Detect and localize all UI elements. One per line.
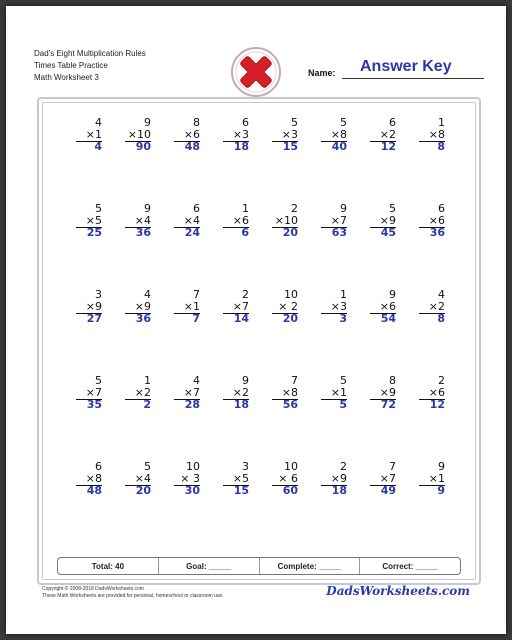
multiplicand: 5 xyxy=(95,202,102,215)
problem xyxy=(112,289,161,375)
multiplicand: 9 xyxy=(389,288,396,301)
multiplier: ×8 xyxy=(272,387,298,400)
score-complete: Complete: _____ xyxy=(259,558,360,574)
multiplicand: 7 xyxy=(389,460,396,473)
multiplicand: 5 xyxy=(389,202,396,215)
problem xyxy=(308,203,357,289)
problem xyxy=(161,203,210,289)
multiplicand: 4 xyxy=(95,116,102,129)
multiplicand: 5 xyxy=(340,116,347,129)
answer-key-label: Answer Key xyxy=(360,58,452,75)
multiplicand: 9 xyxy=(144,116,151,129)
problem xyxy=(210,289,259,375)
worksheet-title-block xyxy=(34,48,146,84)
multiplier: ×3 xyxy=(272,129,298,142)
title-line-3: Math Worksheet 3 xyxy=(34,73,99,82)
answer: 8 xyxy=(437,140,445,153)
multiplier: × 6 xyxy=(272,473,298,486)
multiplier: ×2 xyxy=(125,387,151,400)
multiplier: ×2 xyxy=(419,301,445,314)
multiplier: ×6 xyxy=(223,215,249,228)
answer: 2 xyxy=(143,398,151,411)
multiplicand: 4 xyxy=(144,288,151,301)
answer: 12 xyxy=(380,140,396,153)
multiplicand: 2 xyxy=(340,460,347,473)
multiplier: ×5 xyxy=(76,215,102,228)
multiplier: ×7 xyxy=(321,215,347,228)
problem xyxy=(112,203,161,289)
problem xyxy=(259,375,308,461)
multiplicand: 8 xyxy=(193,116,200,129)
problem xyxy=(406,117,455,203)
problem xyxy=(357,203,406,289)
problem xyxy=(161,375,210,461)
multiplicand: 6 xyxy=(193,202,200,215)
problem xyxy=(63,461,112,547)
answer: 8 xyxy=(437,312,445,325)
problem xyxy=(406,375,455,461)
answer: 48 xyxy=(184,140,200,153)
multiplicand: 1 xyxy=(242,202,249,215)
answer: 5 xyxy=(339,398,347,411)
answer: 63 xyxy=(331,226,347,239)
problem xyxy=(357,375,406,461)
problem xyxy=(357,289,406,375)
name-underline xyxy=(342,78,484,79)
problem xyxy=(210,117,259,203)
answer: 7 xyxy=(192,312,200,325)
score-bar xyxy=(57,557,461,575)
answer: 20 xyxy=(282,226,298,239)
answer: 27 xyxy=(86,312,102,325)
problem xyxy=(161,117,210,203)
name-label: Name: xyxy=(308,68,336,78)
problem xyxy=(357,117,406,203)
answer: 30 xyxy=(184,484,200,497)
answer: 36 xyxy=(429,226,445,239)
answer: 9 xyxy=(437,484,445,497)
problem xyxy=(63,117,112,203)
answer: 18 xyxy=(233,140,249,153)
multiplier: ×9 xyxy=(76,301,102,314)
multiplier: ×1 xyxy=(321,387,347,400)
multiplier: ×7 xyxy=(223,301,249,314)
multiplicand: 9 xyxy=(144,202,151,215)
problems-grid xyxy=(63,117,455,547)
multiplicand: 5 xyxy=(291,116,298,129)
answer: 56 xyxy=(282,398,298,411)
answer: 48 xyxy=(86,484,102,497)
problem xyxy=(357,461,406,547)
multiplicand: 8 xyxy=(389,374,396,387)
score-total: Total: 40 xyxy=(91,561,125,571)
multiplicand: 10 xyxy=(284,460,298,473)
problem xyxy=(259,117,308,203)
multiplier: ×4 xyxy=(125,215,151,228)
title-line-2: Times Table Practice xyxy=(34,61,108,70)
problem xyxy=(259,203,308,289)
problem xyxy=(406,203,455,289)
problem xyxy=(308,375,357,461)
answer: 45 xyxy=(380,226,396,239)
multiplier: ×7 xyxy=(76,387,102,400)
multiplicand: 4 xyxy=(438,288,445,301)
answer: 18 xyxy=(331,484,347,497)
multiplicand: 6 xyxy=(95,460,102,473)
multiplier: ×1 xyxy=(174,301,200,314)
answer: 90 xyxy=(135,140,151,153)
multiplicand: 2 xyxy=(438,374,445,387)
multiplier: ×1 xyxy=(419,473,445,486)
multiplicand: 4 xyxy=(193,374,200,387)
answer: 12 xyxy=(429,398,445,411)
answer: 36 xyxy=(135,226,151,239)
multiplier: ×2 xyxy=(370,129,396,142)
problem xyxy=(63,375,112,461)
multiplicand: 7 xyxy=(291,374,298,387)
red-x-icon xyxy=(230,46,282,98)
answer: 6 xyxy=(241,226,249,239)
answer: 60 xyxy=(282,484,298,497)
problem xyxy=(112,461,161,547)
multiplier: ×6 xyxy=(370,301,396,314)
problem xyxy=(406,289,455,375)
problem xyxy=(259,461,308,547)
multiplier: ×10 xyxy=(125,129,151,142)
answer: 36 xyxy=(135,312,151,325)
multiplicand: 3 xyxy=(95,288,102,301)
answer: 20 xyxy=(135,484,151,497)
answer: 4 xyxy=(94,140,102,153)
multiplicand: 10 xyxy=(284,288,298,301)
problem xyxy=(210,461,259,547)
problem xyxy=(161,461,210,547)
multiplicand: 6 xyxy=(389,116,396,129)
copyright-text: Copyright © 2008-2018 DadsWorksheets.com xyxy=(42,586,144,592)
answer: 18 xyxy=(233,398,249,411)
multiplicand: 1 xyxy=(340,288,347,301)
problem xyxy=(63,203,112,289)
answer: 15 xyxy=(233,484,249,497)
multiplicand: 7 xyxy=(193,288,200,301)
multiplier: ×6 xyxy=(419,215,445,228)
multiplier: ×6 xyxy=(174,129,200,142)
answer: 14 xyxy=(233,312,249,325)
answer: 25 xyxy=(86,226,102,239)
problem xyxy=(308,461,357,547)
problem xyxy=(308,289,357,375)
multiplier: ×4 xyxy=(125,473,151,486)
multiplicand: 6 xyxy=(242,116,249,129)
multiplier: ×8 xyxy=(76,473,102,486)
problem xyxy=(161,289,210,375)
multiplier: ×1 xyxy=(76,129,102,142)
multiplier: ×7 xyxy=(370,473,396,486)
multiplier: ×4 xyxy=(174,215,200,228)
usage-note: These Math Worksheets are provided for personal, homeschool or classroom use. xyxy=(42,593,224,599)
problem xyxy=(63,289,112,375)
footer-text xyxy=(42,586,224,600)
answer: 3 xyxy=(339,312,347,325)
title-line-1: Dad's Eight Multiplication Rules xyxy=(34,49,146,58)
multiplier: ×3 xyxy=(223,129,249,142)
multiplicand: 3 xyxy=(242,460,249,473)
multiplicand: 2 xyxy=(242,288,249,301)
answer: 24 xyxy=(184,226,200,239)
multiplier: × 2 xyxy=(272,301,298,314)
multiplicand: 9 xyxy=(340,202,347,215)
multiplicand: 5 xyxy=(340,374,347,387)
answer: 54 xyxy=(380,312,396,325)
problems-frame xyxy=(37,97,481,585)
multiplicand: 9 xyxy=(438,460,445,473)
answer: 72 xyxy=(380,398,396,411)
multiplicand: 5 xyxy=(144,460,151,473)
multiplier: × 3 xyxy=(174,473,200,486)
multiplicand: 5 xyxy=(95,374,102,387)
problem xyxy=(406,461,455,547)
multiplier: ×2 xyxy=(223,387,249,400)
answer: 20 xyxy=(282,312,298,325)
answer: 40 xyxy=(331,140,347,153)
multiplier: ×6 xyxy=(419,387,445,400)
problem xyxy=(210,203,259,289)
problem xyxy=(112,117,161,203)
brand-logo: DadsWorksheets.com xyxy=(326,584,470,598)
multiplicand: 1 xyxy=(144,374,151,387)
answer: 49 xyxy=(380,484,396,497)
multiplicand: 6 xyxy=(438,202,445,215)
multiplier: ×8 xyxy=(321,129,347,142)
problem xyxy=(112,375,161,461)
score-correct: Correct: _____ xyxy=(359,558,460,574)
score-goal: Goal: _____ xyxy=(158,558,259,574)
name-field xyxy=(308,60,484,80)
multiplier: ×5 xyxy=(223,473,249,486)
worksheet-page xyxy=(6,6,506,634)
problem xyxy=(308,117,357,203)
multiplicand: 9 xyxy=(242,374,249,387)
multiplier: ×7 xyxy=(174,387,200,400)
answer: 15 xyxy=(282,140,298,153)
multiplier: ×9 xyxy=(370,387,396,400)
multiplier: ×9 xyxy=(370,215,396,228)
multiplier: ×3 xyxy=(321,301,347,314)
problem xyxy=(210,375,259,461)
problem xyxy=(259,289,308,375)
multiplier: ×10 xyxy=(272,215,298,228)
multiplicand: 1 xyxy=(438,116,445,129)
answer: 28 xyxy=(184,398,200,411)
answer: 35 xyxy=(86,398,102,411)
multiplicand: 10 xyxy=(186,460,200,473)
multiplier: ×9 xyxy=(125,301,151,314)
multiplier: ×9 xyxy=(321,473,347,486)
multiplier: ×8 xyxy=(419,129,445,142)
multiplicand: 2 xyxy=(291,202,298,215)
